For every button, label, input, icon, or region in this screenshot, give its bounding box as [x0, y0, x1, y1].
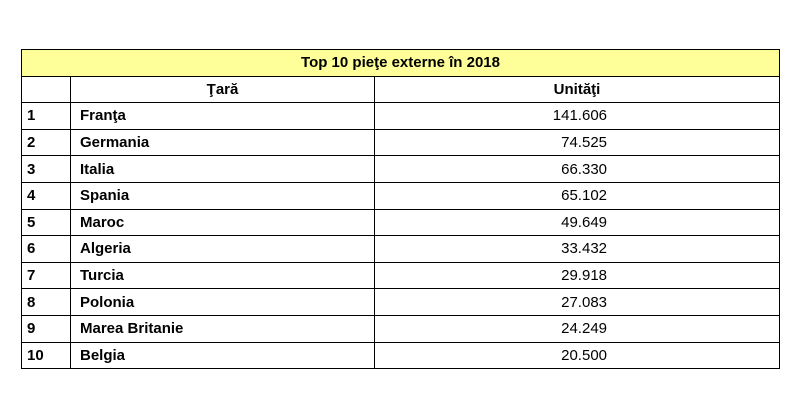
- table-row: [22, 236, 780, 263]
- export-markets-table: [21, 49, 780, 369]
- units-header: Unităţi: [375, 76, 780, 103]
- units-cell: 33.432: [375, 236, 780, 263]
- table-row: [22, 182, 780, 209]
- country-cell: Turcia: [71, 262, 375, 289]
- rank-cell: 10: [22, 342, 71, 369]
- rank-cell: 9: [22, 315, 71, 342]
- table-row: [22, 129, 780, 156]
- rank-cell: 4: [22, 182, 71, 209]
- country-cell: Spania: [71, 182, 375, 209]
- table-row: [22, 342, 780, 369]
- units-cell: 29.918: [375, 262, 780, 289]
- units-cell: 49.649: [375, 209, 780, 236]
- country-cell: Italia: [71, 156, 375, 183]
- rank-cell: 7: [22, 262, 71, 289]
- country-cell: Marea Britanie: [71, 315, 375, 342]
- rank-cell: 8: [22, 289, 71, 316]
- country-cell: Franţa: [71, 103, 375, 130]
- country-cell: Germania: [71, 129, 375, 156]
- country-cell: Polonia: [71, 289, 375, 316]
- units-cell: 20.500: [375, 342, 780, 369]
- units-cell: 74.525: [375, 129, 780, 156]
- units-cell: 141.606: [375, 103, 780, 130]
- units-cell: 66.330: [375, 156, 780, 183]
- rank-cell: 2: [22, 129, 71, 156]
- table-title-row: [22, 50, 780, 77]
- units-cell: 24.249: [375, 315, 780, 342]
- country-cell: Belgia: [71, 342, 375, 369]
- rank-cell: 5: [22, 209, 71, 236]
- units-cell: 65.102: [375, 182, 780, 209]
- country-header: Ţară: [71, 76, 375, 103]
- table-row: [22, 315, 780, 342]
- rank-cell: 3: [22, 156, 71, 183]
- table-header-row: [22, 76, 780, 103]
- table-row: [22, 156, 780, 183]
- table-title: Top 10 pieţe externe în 2018: [22, 50, 780, 77]
- units-cell: 27.083: [375, 289, 780, 316]
- table-row: [22, 289, 780, 316]
- rank-cell: 1: [22, 103, 71, 130]
- table-row: [22, 262, 780, 289]
- table-row: [22, 103, 780, 130]
- country-cell: Algeria: [71, 236, 375, 263]
- table-row: [22, 209, 780, 236]
- rank-header: [22, 76, 71, 103]
- rank-cell: 6: [22, 236, 71, 263]
- country-cell: Maroc: [71, 209, 375, 236]
